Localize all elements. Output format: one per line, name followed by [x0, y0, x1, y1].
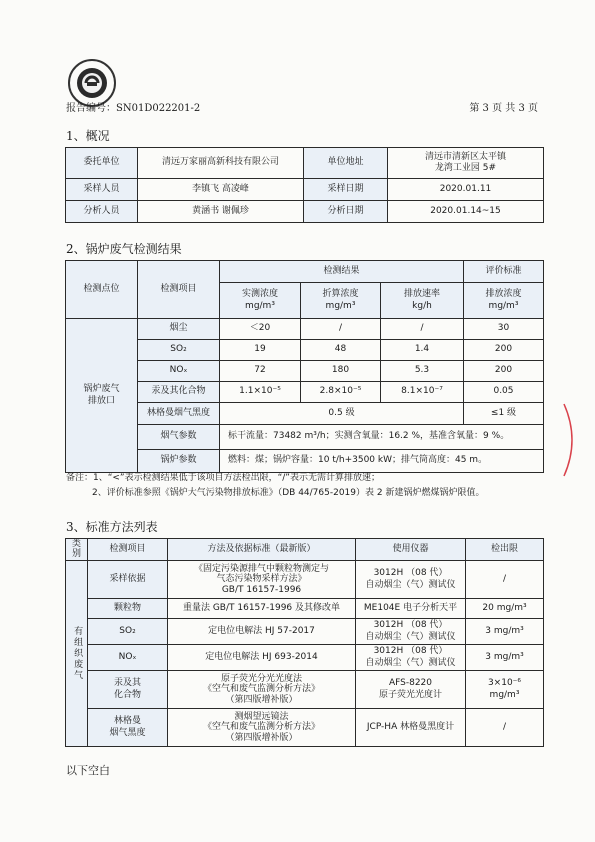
header-method: 方法及依据标准（最新版） — [168, 539, 356, 561]
header-measured: 实测浓度 mg/m³ — [220, 283, 301, 319]
client-label: 委托单位 — [66, 148, 138, 179]
remark-2: 2、评价标准参照《锅炉大气污染物排放标准》（DB 44/765-2019）表 2 新建锅炉燃煤锅炉限值。 — [92, 488, 485, 498]
method-item: 颗粒物 — [88, 599, 168, 619]
flue-param-value: 标干流量：73482 m³/h；实测含氧量：16.2 %，基准含氧量：9 %。 — [220, 425, 544, 450]
sampler-label: 采样人员 — [66, 179, 138, 201]
header-limit: 检出限 — [466, 539, 544, 561]
row-limit: 200 — [464, 340, 544, 361]
ringelmann-value: 0.5 级 — [220, 403, 464, 425]
header-item: 检测项目 — [138, 261, 220, 319]
method-instrument: AFS-8220 原子荧光光度计 — [356, 671, 466, 709]
overview-table — [65, 147, 544, 223]
row-converted: 48 — [301, 340, 381, 361]
header-instrument: 使用仪器 — [356, 539, 466, 561]
category-value: 有组织废气 — [72, 626, 83, 681]
row-item: 烟尘 — [138, 319, 220, 340]
section-3-title: 3、标准方法列表 — [66, 520, 158, 534]
analysis-date-label: 分析日期 — [304, 201, 388, 223]
method-text: 定电位电解法 HJ 693-2014 — [168, 645, 356, 671]
method-instrument: 3012H （08 代） 自动烟尘（气）测试仪 — [356, 619, 466, 645]
row-converted: 2.8×10⁻⁵ — [301, 382, 381, 403]
method-limit: 3 mg/m³ — [466, 645, 544, 671]
remarks — [66, 471, 544, 501]
analyst-label: 分析人员 — [66, 201, 138, 223]
header-converted: 折算浓度 mg/m³ — [301, 283, 381, 319]
row-measured: 1.1×10⁻⁵ — [220, 382, 301, 403]
row-converted: / — [301, 319, 381, 340]
ringelmann-item: 林格曼烟气黑度 — [138, 403, 220, 425]
method-item: 汞及其 化合物 — [88, 671, 168, 709]
header-standard: 评价标准 — [464, 261, 544, 283]
method-table — [65, 538, 544, 747]
row-item: NOₓ — [138, 361, 220, 382]
method-item: 采样依据 — [88, 561, 168, 599]
ringelmann-limit: ≤1 级 — [464, 403, 544, 425]
row-measured: 72 — [220, 361, 301, 382]
analyst-value: 黄涵书 谢佩珍 — [138, 201, 304, 223]
sampler-value: 李镇飞 高凌峰 — [138, 179, 304, 201]
method-item: NOₓ — [88, 645, 168, 671]
header-type: 类 别 — [66, 539, 88, 561]
flue-param-item: 烟气参数 — [138, 425, 220, 450]
section-1-title: 1、概况 — [66, 129, 110, 143]
header-result: 检测结果 — [220, 261, 464, 283]
row-limit: 0.05 — [464, 382, 544, 403]
method-limit: 3 mg/m³ — [466, 619, 544, 645]
boiler-param-value: 燃料：煤；锅炉容量：10 t/h+3500 kW；排气筒高度：45 m。 — [220, 450, 544, 473]
row-item: 汞及其化合物 — [138, 382, 220, 403]
method-item: SO₂ — [88, 619, 168, 645]
category-cell — [66, 561, 88, 747]
row-rate: 5.3 — [381, 361, 464, 382]
row-measured: 19 — [220, 340, 301, 361]
page-number: 第 3 页 共 3 页 — [469, 103, 538, 114]
sample-date-value: 2020.01.11 — [388, 179, 544, 201]
analysis-date-value: 2020.01.14~15 — [388, 201, 544, 223]
method-limit: 20 mg/m³ — [466, 599, 544, 619]
method-limit: / — [466, 561, 544, 599]
method-text: 定电位电解法 HJ 57-2017 — [168, 619, 356, 645]
seal-edge-mark — [560, 400, 582, 480]
address-label: 单位地址 — [304, 148, 388, 179]
header-limit: 排放浓度 mg/m³ — [464, 283, 544, 319]
method-item: 林格曼 烟气黑度 — [88, 709, 168, 747]
row-item: SO₂ — [138, 340, 220, 361]
section-2-title: 2、锅炉废气检测结果 — [66, 242, 182, 256]
row-rate: 1.4 — [381, 340, 464, 361]
point-value: 锅炉废气 排放口 — [66, 319, 138, 473]
row-limit: 200 — [464, 361, 544, 382]
method-text: 原子荧光分光光度法 《空气和废气监测分析方法》 （第四版增补版） — [168, 671, 356, 709]
method-instrument: 3012H （08 代） 自动烟尘（气）测试仪 — [356, 645, 466, 671]
header-rate: 排放速率 kg/h — [381, 283, 464, 319]
row-converted: 180 — [301, 361, 381, 382]
method-instrument: JCP-HA 林格曼黑度计 — [356, 709, 466, 747]
row-limit: 30 — [464, 319, 544, 340]
boiler-emission-table — [65, 260, 544, 473]
remark-1: 备注：1、“<”表示检测结果低于该项目方法检出限，“/”表示无需计算排放速； — [66, 473, 380, 483]
method-limit: / — [466, 709, 544, 747]
row-measured: ＜20 — [220, 319, 301, 340]
method-text: 重量法 GB/T 16157-1996 及其修改单 — [168, 599, 356, 619]
method-text: 测烟望远镜法 《空气和废气监测分析方法》 （第四版增补版） — [168, 709, 356, 747]
method-instrument: 3012H （08 代） 自动烟尘（气）测试仪 — [356, 561, 466, 599]
row-rate: 8.1×10⁻⁷ — [381, 382, 464, 403]
boiler-param-item: 锅炉参数 — [138, 450, 220, 473]
row-rate: / — [381, 319, 464, 340]
address-value: 清远市清新区太平镇 龙湾工业园 5# — [388, 148, 544, 179]
sample-date-label: 采样日期 — [304, 179, 388, 201]
report-number: 报告编号：SN01D022201-2 — [66, 103, 201, 114]
header-point: 检测点位 — [66, 261, 138, 319]
method-instrument: ME104E 电子分析天平 — [356, 599, 466, 619]
method-limit: 3×10⁻⁶ mg/m³ — [466, 671, 544, 709]
method-text: 《固定污染源排气中颗粒物测定与 气态污染物采样方法》 GB/T 16157-1996 — [168, 561, 356, 599]
end-of-report: 以下空白 — [66, 764, 110, 777]
header-item: 检测项目 — [88, 539, 168, 561]
client-value: 清远万家丽高新科技有限公司 — [138, 148, 304, 179]
